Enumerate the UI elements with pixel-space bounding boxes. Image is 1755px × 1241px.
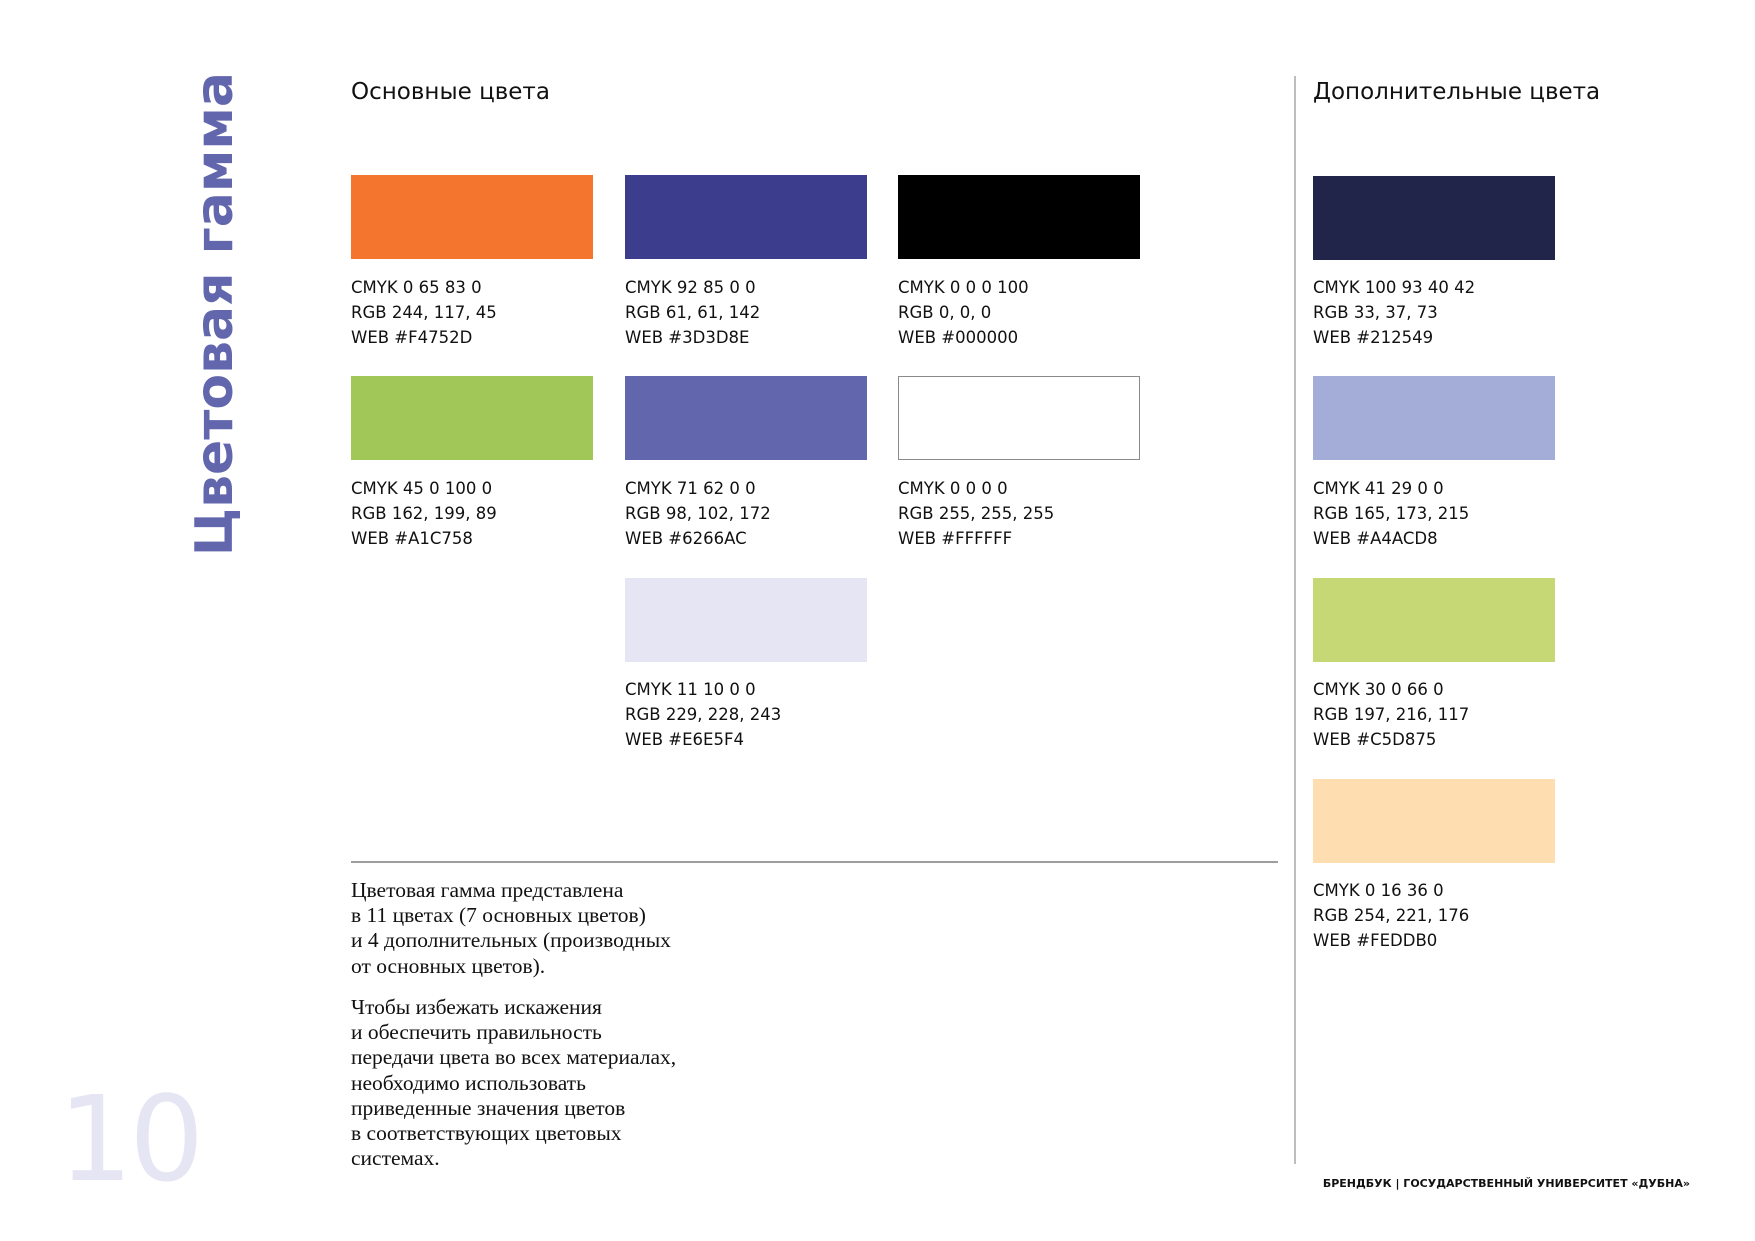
cmyk-value: CMYK 92 85 0 0 <box>625 278 756 297</box>
rgb-value: RGB 162, 199, 89 <box>351 504 497 523</box>
web-value: WEB #3D3D8E <box>625 328 750 347</box>
text-line: передачи цвета во всех материалах, <box>351 1045 677 1070</box>
cmyk-value: CMYK 30 0 66 0 <box>1313 680 1444 699</box>
description-paragraph-2 <box>351 995 771 1171</box>
web-value: WEB #A4ACD8 <box>1313 529 1438 548</box>
color-info-light-blue <box>1313 476 1469 551</box>
cmyk-value: CMYK 41 29 0 0 <box>1313 479 1444 498</box>
swatch-white <box>898 376 1140 460</box>
swatch-violet <box>625 376 867 460</box>
web-value: WEB #A1C758 <box>351 529 473 548</box>
text-line: и обеспечить правильность <box>351 1020 602 1045</box>
color-info-lavender <box>625 677 781 752</box>
text-line: Чтобы избежать искажения <box>351 995 602 1019</box>
cmyk-value: CMYK 71 62 0 0 <box>625 479 756 498</box>
text-line: и 4 дополнительных (производных <box>351 928 671 953</box>
section-divider <box>351 861 1278 863</box>
color-info-light-green <box>1313 677 1469 752</box>
rgb-value: RGB 165, 173, 215 <box>1313 504 1470 523</box>
color-info-green <box>351 476 497 551</box>
text-line: приведенные значения цветов <box>351 1095 626 1120</box>
primary-colors-title: Основные цвета <box>351 79 550 105</box>
web-value: WEB #C5D875 <box>1313 730 1437 749</box>
rgb-value: RGB 244, 117, 45 <box>351 303 497 322</box>
text-line: от основных цветов). <box>351 953 546 978</box>
color-info-black <box>898 275 1029 350</box>
description-paragraph-1 <box>351 878 771 979</box>
cmyk-value: CMYK 0 0 0 0 <box>898 479 1008 498</box>
cmyk-value: CMYK 0 16 36 0 <box>1313 881 1444 900</box>
rgb-value: RGB 33, 37, 73 <box>1313 303 1438 322</box>
color-info-dark-blue <box>625 275 760 350</box>
swatch-lavender <box>625 578 867 662</box>
swatch-orange <box>351 175 593 259</box>
rgb-value: RGB 197, 216, 117 <box>1313 705 1470 724</box>
color-info-peach <box>1313 878 1469 953</box>
text-line: системах. <box>351 1146 440 1171</box>
rgb-value: RGB 254, 221, 176 <box>1313 906 1470 925</box>
cmyk-value: CMYK 11 10 0 0 <box>625 680 756 699</box>
swatch-peach <box>1313 779 1555 863</box>
rgb-value: RGB 229, 228, 243 <box>625 705 782 724</box>
web-value: WEB #E6E5F4 <box>625 730 744 749</box>
color-info-violet <box>625 476 771 551</box>
color-info-navy <box>1313 275 1475 350</box>
web-value: WEB #000000 <box>898 328 1019 347</box>
rgb-value: RGB 0, 0, 0 <box>898 303 992 322</box>
swatch-dark-blue <box>625 175 867 259</box>
web-value: WEB #6266AC <box>625 529 747 548</box>
text-line: Цветовая гамма представлена <box>351 878 624 902</box>
color-info-orange <box>351 275 497 350</box>
text-line: необходимо использовать <box>351 1070 586 1095</box>
rgb-value: RGB 61, 61, 142 <box>625 303 761 322</box>
rgb-value: RGB 98, 102, 172 <box>625 504 771 523</box>
swatch-black <box>898 175 1140 259</box>
cmyk-value: CMYK 100 93 40 42 <box>1313 278 1476 297</box>
web-value: WEB #FEDDB0 <box>1313 931 1438 950</box>
color-info-white <box>898 476 1054 551</box>
cmyk-value: CMYK 0 65 83 0 <box>351 278 482 297</box>
page-number: 10 <box>58 1070 201 1208</box>
swatch-green <box>351 376 593 460</box>
web-value: WEB #F4752D <box>351 328 473 347</box>
rgb-value: RGB 255, 255, 255 <box>898 504 1055 523</box>
swatch-light-green <box>1313 578 1555 662</box>
additional-colors-title: Дополнительные цвета <box>1313 79 1601 105</box>
page-title: Цветовая гамма <box>185 72 245 557</box>
text-line: в 11 цветах (7 основных цветов) <box>351 903 646 928</box>
cmyk-value: CMYK 0 0 0 100 <box>898 278 1029 297</box>
web-value: WEB #212549 <box>1313 328 1434 347</box>
cmyk-value: CMYK 45 0 100 0 <box>351 479 493 498</box>
column-divider <box>1294 76 1296 1164</box>
swatch-light-blue <box>1313 376 1555 460</box>
footer-brandbook: БРЕНДБУК | ГОСУДАРСТВЕННЫЙ УНИВЕРСИТЕТ «ДУБНА» <box>1322 1177 1690 1190</box>
web-value: WEB #FFFFFF <box>898 529 1013 548</box>
swatch-navy <box>1313 176 1555 260</box>
text-line: в соответствующих цветовых <box>351 1121 622 1146</box>
